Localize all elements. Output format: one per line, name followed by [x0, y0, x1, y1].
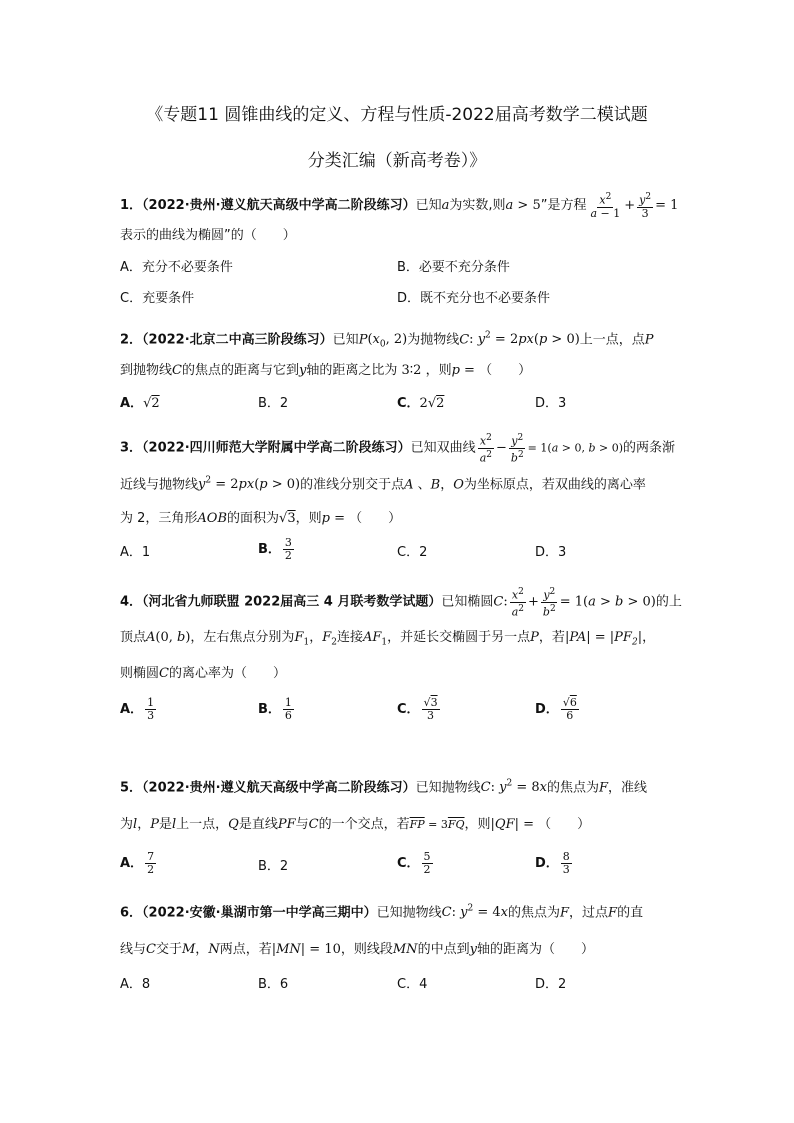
question-5-option-b[interactable]: B．2 — [258, 859, 289, 874]
question-4-line3: 则椭圆C的离心率为（ ） — [120, 666, 286, 681]
document-title-line2: 分类汇编（新高考卷）》 — [307, 151, 487, 171]
question-1-option-c[interactable]: C．充要条件 — [120, 291, 195, 306]
question-2-option-d[interactable]: D．3 — [535, 396, 567, 411]
question-4-option-c[interactable]: C． $\frac{√3}{3}$ — [397, 696, 438, 722]
question-5-line2: 为l，P是l上一点，Q是直线PF与C的一个交点，若$\overline{FP} = 3\overline{FQ}$，则|QF| = （ ） — [120, 817, 591, 832]
question-4-line1: 4．（河北省九师联盟 2022届高三 4 月联考数学试题）已知椭圆C: $\frac{x^2}{a^2}$ + $\frac{y^2}{b^2}$ = 1(a > b > 0)的上 — [120, 587, 682, 619]
question-1-option-d[interactable]: D．既不充分也不必要条件 — [397, 291, 551, 306]
question-3-line2: 近线与抛物线$y^2 = 2px(p > 0)$的准线分别交于点A 、B，O为坐标原点，若双曲线的离心率 — [120, 476, 646, 493]
question-3-line3: 为 2，三角形AOB的面积为√3，则p = （ ） — [120, 511, 402, 526]
question-1-line1: 1．（2022·贵州·遵义航天高级中学高二阶段练习）已知a为实数,则a > 5”是方程 $\frac{x^2}{a - 1}$ + $\frac{y^2}{3}$ = 1 — [120, 192, 679, 220]
question-6-line2: 线与C交于M，N两点，若|MN| = 10，则线段MN的中点到y轴的距离为（ ） — [120, 942, 594, 957]
question-1-number: 1． — [120, 197, 143, 213]
question-5-number: 5． — [120, 780, 143, 796]
question-6-number: 6． — [120, 905, 143, 921]
question-5-option-d[interactable]: D． $\frac{8}{3}$ — [535, 850, 570, 876]
question-6-line1: 6．（2022·安徽·巢湖市第一中学高三期中）已知抛物线C: $y^2 = 4x$的焦点为F，过点F的直 — [120, 904, 644, 921]
question-3-number: 3． — [120, 440, 143, 456]
question-2-line2: 到抛物线C的焦点的距离与它到y轴的距离之比为 3∶2 ，则p = （ ） — [120, 363, 532, 378]
question-5-source: （2022·贵州·遵义航天高级中学高二阶段练习） — [142, 780, 416, 796]
question-5-line1: 5．（2022·贵州·遵义航天高级中学高二阶段练习）已知抛物线C: $y^2 = 8x$的焦点为F，准线 — [120, 779, 648, 796]
question-4-option-d[interactable]: D． $\frac{√6}{6}$ — [535, 696, 577, 722]
question-6-option-d[interactable]: D．2 — [535, 977, 567, 992]
question-1-line2: 表示的曲线为椭圆”的（ ） — [120, 228, 296, 243]
question-4-line2: 顶点A(0, b)，左右焦点分别为$F_1$，$F_2$连接$AF_1$，并延长交椭圆于另一点P，若$|PA| = |PF_2|$， — [120, 630, 656, 648]
question-5-option-a[interactable]: A． $\frac{7}{2}$ — [120, 850, 155, 876]
question-4-option-b[interactable]: B． $\frac{1}{6}$ — [258, 696, 292, 722]
question-2-source: （2022·北京二中高三阶段练习） — [142, 332, 333, 348]
question-6-option-a[interactable]: A．8 — [120, 977, 151, 992]
question-1-option-b[interactable]: B．必要不充分条件 — [397, 260, 510, 275]
question-3-option-b[interactable]: B． $\frac{3}{2}$ — [258, 536, 292, 562]
question-3-option-c[interactable]: C．2 — [397, 545, 428, 560]
question-3-option-a[interactable]: A．1 — [120, 545, 151, 560]
question-2-option-c[interactable]: C．2√2 — [397, 396, 445, 411]
question-1-option-a[interactable]: A．充分不必要条件 — [120, 260, 233, 275]
question-6-option-c[interactable]: C．4 — [397, 977, 428, 992]
question-3-source: （2022·四川师范大学附属中学高二阶段练习） — [142, 440, 411, 456]
question-3-option-d[interactable]: D．3 — [535, 545, 567, 560]
question-6-option-b[interactable]: B．6 — [258, 977, 289, 992]
question-5-option-c[interactable]: C． $\frac{5}{2}$ — [397, 850, 431, 876]
question-2-option-b[interactable]: B．2 — [258, 396, 289, 411]
document-title-line1: 《专题11 圆锥曲线的定义、方程与性质-2022届高考数学二模试题 — [146, 105, 648, 125]
question-2-number: 2． — [120, 332, 143, 348]
question-3-line1: 3．（2022·四川师范大学附属中学高二阶段练习）已知双曲线 $\frac{x^2}{a^2}$ − $\frac{y^2}{b^2}$ = 1(a > 0, b > 0)的两条渐 — [120, 433, 676, 465]
question-4-source: （河北省九师联盟 2022届高三 4 月联考数学试题） — [142, 594, 442, 610]
question-2-option-a[interactable]: A．√2 — [120, 396, 160, 411]
question-1-source: （2022·贵州·遵义航天高级中学高二阶段练习） — [142, 197, 416, 213]
question-2-line1: 2．（2022·北京二中高三阶段练习）已知$P(x_0$, 2)为抛物线C: $y^2 = 2px(p > 0)$上一点，点P — [120, 331, 654, 350]
question-4-number: 4． — [120, 594, 143, 610]
question-6-source: （2022·安徽·巢湖市第一中学高三期中） — [142, 905, 377, 921]
question-4-option-a[interactable]: A． $\frac{1}{3}$ — [120, 696, 155, 722]
